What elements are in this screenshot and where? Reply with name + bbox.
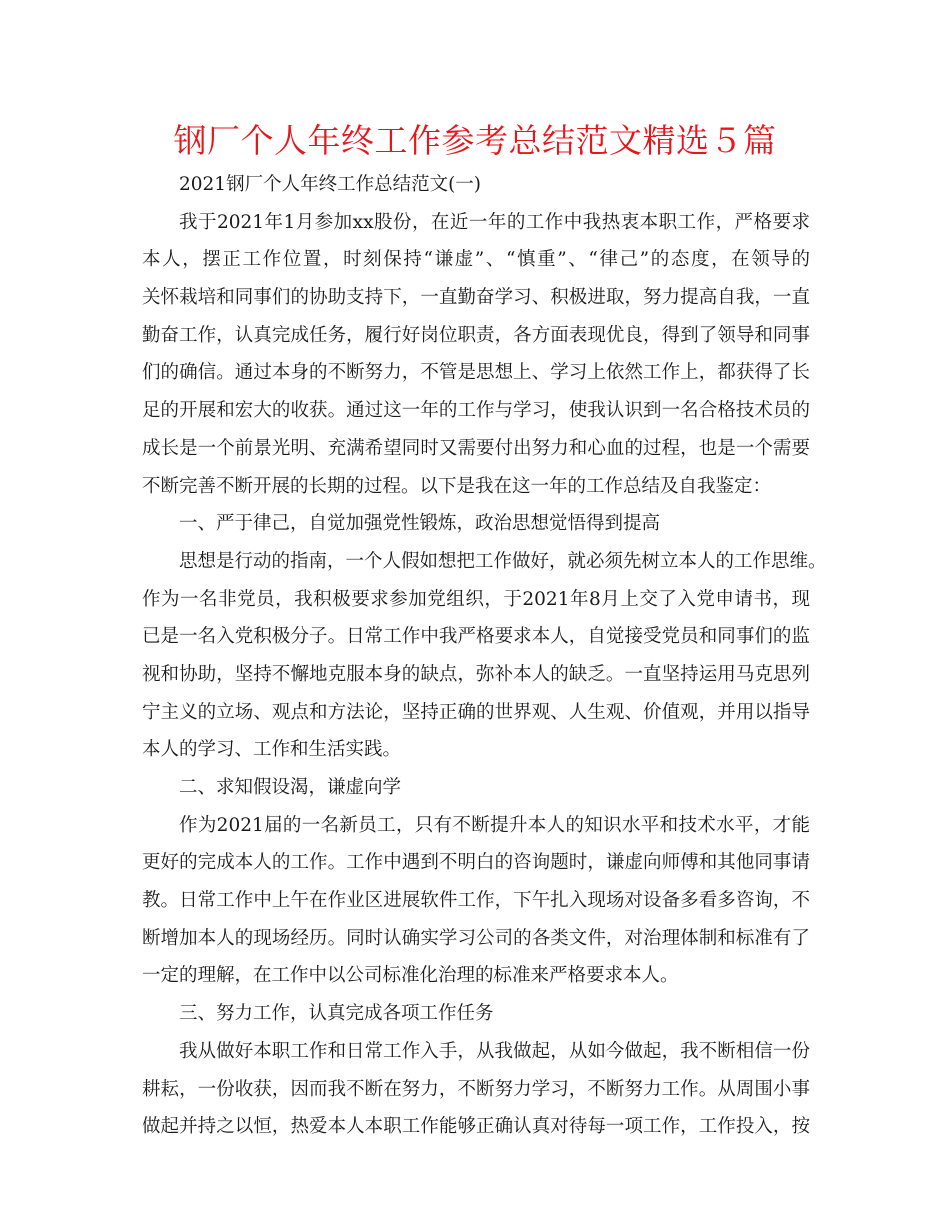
text-line: 已是一名入党积极分子。日常工作中我严格要求本人，自觉接受党员和同事们的监 [142, 626, 810, 648]
text-line: 作为一名非党员，我积极要求参加党组织，于2021年8月上交了入党申请书，现 [142, 588, 810, 610]
text-line: 关怀栽培和同事们的协助支持下，一直勤奋学习、积极进取，努力提高自我，一直 [142, 287, 810, 309]
text-line: 本人，摆正工作位置，时刻保持“谦虚”、“慎重”、“律己”的态度，在领导的 [142, 249, 810, 271]
text-line: 不断完善不断开展的长期的过程。以下是我在这一年的工作总结及自我鉴定： [142, 475, 772, 497]
document-title: 钢厂个人年终工作参考总结范文精选５篇 [173, 121, 777, 160]
text-line: 耕耘，一份收获，因而我不断在努力，不断努力学习，不断努力工作。从周围小事 [142, 1078, 810, 1100]
text-line: 宁主义的立场、观点和方法论，坚持正确的世界观、人生观、价值观，并用以指导 [142, 701, 810, 723]
text-line: 视和协助，坚持不懈地克服本身的缺点，弥补本人的缺乏。一直坚持运用马克思列 [142, 663, 810, 685]
text-line: 二、求知假设渴，谦虚向学 [179, 777, 402, 798]
text-line: 我从做好本职工作和日常工作入手，从我做起，从如今做起，我不断相信一份 [179, 1040, 810, 1062]
text-line: 我于2021年1月参加xx股份，在近一年的工作中我热衷本职工作，严格要求 [179, 211, 810, 233]
text-line: 本人的学习、工作和生活实践。 [142, 739, 402, 761]
text-line: 三、努力工作，认真完成各项工作任务 [179, 1003, 494, 1025]
document-body [142, 166, 827, 1146]
text-line: 一定的理解，在工作中以公司标准化治理的标准来严格要求本人。 [142, 965, 679, 987]
text-line: 勤奋工作，认真完成任务，履行好岗位职责，各方面表现优良，得到了领导和同事 [142, 324, 810, 346]
text-line: 更好的完成本人的工作。工作中遇到不明白的咨询题时，谦虚向师傅和其他同事请 [142, 852, 810, 874]
text-line: 成长是一个前景光明、充满希望同时又需要付出努力和心血的过程，也是一个需要 [142, 437, 810, 459]
text-line: 作为2021届的一名新员工，只有不断提升本人的知识水平和技术水平，才能 [179, 814, 810, 836]
text-line: 思想是行动的指南，一个人假如想把工作做好，就必须先树立本人的工作思维。 [179, 550, 827, 572]
text-line: 2021钢厂个人年终工作总结范文(一) [179, 174, 482, 195]
text-line: 足的开展和宏大的收获。通过这一年的工作与学习，使我认识到一名合格技术员的 [142, 400, 810, 422]
text-line: 教。日常工作中上午在作业区进展软件工作，下午扎入现场对设备多看多咨询，不 [142, 890, 810, 912]
text-line: 一、严于律己，自觉加强党性锻炼，政治思想觉悟得到提高 [179, 513, 661, 535]
text-line: 断增加本人的现场经历。同时认确实学习公司的各类文件，对治理体制和标准有了 [142, 927, 810, 949]
text-line: 做起并持之以恒，热爱本人本职工作能够正确认真对待每一项工作，工作投入，按 [142, 1116, 810, 1138]
text-line: 们的确信。通过本身的不断努力，不管是思想上、学习上依然工作上，都获得了长 [142, 362, 810, 384]
